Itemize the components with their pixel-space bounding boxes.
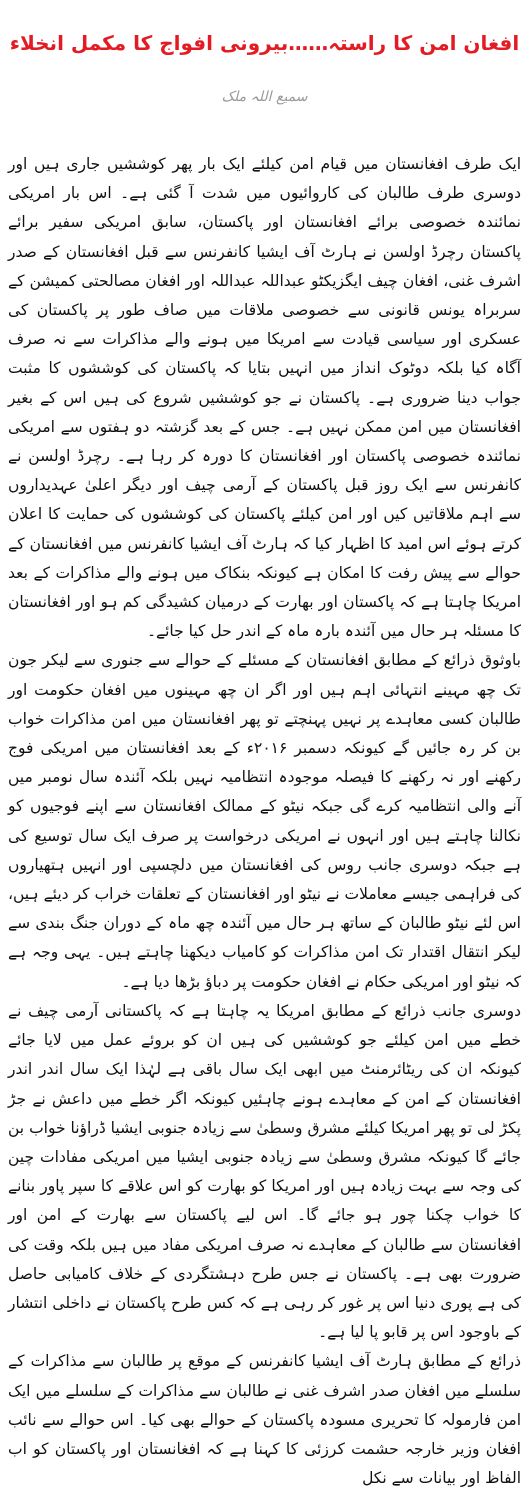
article-paragraph: ایک طرف افغانستان میں قیام امن کیلئے ایک بار پھر کوششیں جاری ہیں اور دوسری طرف طالبان کی کاروائیوں میں شدت آ گئی ہے۔ اس بار امریکی نمائندہ خصوصی برائے افغانستان اور پاکستان، سابق امریکی سفیر برائے پاکستان رچرڈ اولسن نے ہارٹ آف ایشیا کانفرنس سے قبل افغانستان کے صدر اشرف غنی، افغان چیف ایگزیکٹو عبداللہ عبداللہ اور افغان مصالحتی کمیشن کے سربراہ یونس قانونی سے خصوصی ملاقات میں صاف طور پر پاکستان کی عسکری اور سیاسی قیادت سے امریکا میں ہونے والے مذاکرات سے نہ صرف آگاہ کیا بلکہ دوٹوک انداز میں انہیں بتایا کہ پاکستان کی کوششوں کا مثبت جواب دینا ضروری ہے۔ پاکستان نے جو کوششیں شروع کی ہیں اس کے بغیر افغانستان میں امن ممکن نہیں ہے۔ جس کے بعد گزشتہ دو ہفتوں سے امریکی نمائندہ خصوصی پاکستان اور افغانستان کا دورہ کر رہا ہے۔ رچرڈ اولسن نے کانفرنس سے ایک روز قبل پاکستان کے آرمی چیف اور دیگر اعلیٰ عہدیداروں سے اہم ملاقاتیں کیں اور امن کیلئے پاکستان کی کوششوں کی حمایت کا اعلان کرتے ہوئے اس امید کا اظہار کیا کہ ہارٹ آف ایشیا کانفرنس میں افغانستان کے حوالے سے پیش رفت کا امکان ہے کیونکہ بنکاک میں ہونے والے مذاکرات کے بعد امریکا چاہتا ہے کہ پاکستان اور بھارت کے درمیان کشیدگی کم ہو اور افغانستان کا مسئلہ ہر حال میں آئندہ بارہ ماہ کے اندر حل کیا جائے۔ (8, 155, 521, 641)
author-byline: سمیع اللہ ملک (221, 89, 308, 105)
article-paragraph: دوسری جانب ذرائع کے مطابق امریکا یہ چاہتا ہے کہ پاکستانی آرمی چیف نے خطے میں امن کیلئے جو کوششیں کی ہیں ان کو بروئے عمل میں لایا جائے کیونکہ ان کی ریٹائرمنٹ میں ابھی ایک سال باقی ہے لہٰذا ایک سال اندر اندر افغانستان کے امن کے معاہدے ہونے چاہئیں کیونکہ اگر خطے میں داعش نے جڑ پکڑ لی تو پھر امریکا کیلئے مشرق وسطیٰ سے زیادہ جنوبی ایشیا ڈراؤنا خواب بن جائے گا کیونکہ مشرق وسطیٰ سے زیادہ جنوبی ایشیا میں امریکی مفادات چین کی وجہ سے بہت زیادہ ہیں اور امریکا کو بھارت کو اس علاقے کا سپر پاور بنانے کا خواب چکنا چور ہو جائے گا۔ اس لیے پاکستان سے بھارت کے امن اور افغانستان سے طالبان کے معاہدے نہ صرف امریکی مفاد میں ہیں بلکہ وقت کی ضرورت بھی ہے۔ پاکستان نے جس طرح دہشتگردی کے خلاف کامیابی حاصل کی ہے پوری دنیا اس پر غور کر رہی ہے کہ کس طرح پاکستان نے داخلی انتشار کے باوجود اس پر قابو پا لیا ہے۔ (8, 1001, 521, 1342)
article-paragraph: ذرائع کے مطابق ہارٹ آف ایشیا کانفرنس کے موقع پر طالبان سے مذاکرات کے سلسلے میں افغان صدر اشرف غنی نے طالبان سے مذاکرات کے سلسلے میں ایک امن فارمولہ کا تحریری مسودہ پاکستان کے حوالے بھی کیا۔ اس حوالے سے نائب افغان وزیر خارجہ حشمت کرزئی کا کہنا ہے کہ افغانستان اور پاکستان کو اب الفاظ اور بیانات سے نکل (8, 1352, 521, 1488)
article-paragraph: باوثوق ذرائع کے مطابق افغانستان کے مسئلے کے حوالے سے جنوری سے لیکر جون تک چھ مہینے انتہائی اہم ہیں اور اگر ان چھ مہینوں میں افغان حکومت اور طالبان کسی معاہدے پر نہیں پہنچتے تو پھر افغانستان میں امن مذاکرات خواب بن کر رہ جائیں گے کیونکہ دسمبر ۲۰۱۶ء کے بعد افغانستان میں امریکی فوج رکھنے اور نہ رکھنے کا فیصلہ موجودہ انتظامیہ نہیں بلکہ آئندہ سال نومبر میں آنے والی انتظامیہ کرے گی جبکہ نیٹو کے ممالک افغانستان سے اپنے فوجیوں کو نکالنا چاہتے ہیں اور انہوں نے امریکی درخواست پر صرف ایک سال توسیع کی ہے جبکہ دوسری جانب روس کی افغانستان میں دلچسپی اور انہیں ہتھیاروں کی فراہمی جیسے معاملات نے نیٹو اور افغانستان کے تعلقات خراب کر دیئے ہیں، اس لئے نیٹو طالبان کے ساتھ ہر حال میں آئندہ چھ ماہ کے دوران جنگ بندی سے لیکر انتقال اقتدار تک امن مذاکرات کو کامیاب دیکھنا چاہتے ہیں۔ یہی وجہ ہے کہ نیٹو اور امریکی حکام نے افغان حکومت پر دباؤ بڑھا دیا ہے۔ (8, 651, 521, 991)
headline: افغان امن کا راستہ……بیرونی افواج کا مکمل انخلاء (9, 31, 520, 55)
article-body (8, 150, 521, 1488)
